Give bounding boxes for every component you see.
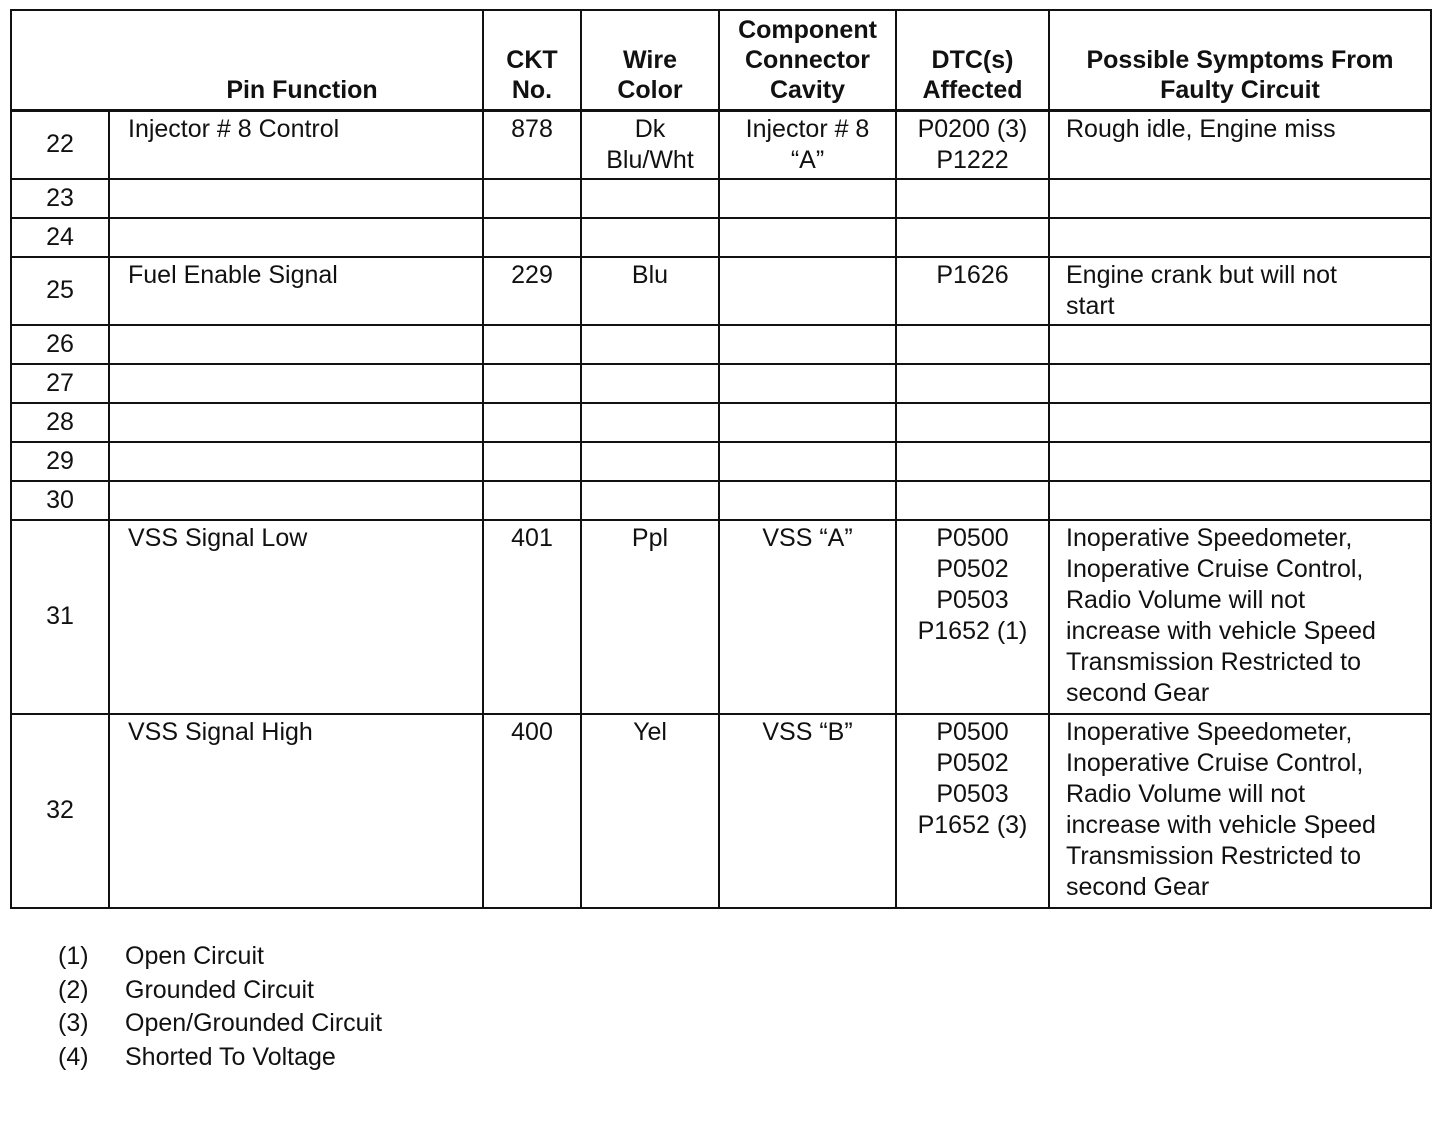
connector-cavity [719,218,896,257]
table-row [11,364,1431,403]
pin-number: 22 [11,110,109,179]
dtc-codes [896,179,1049,218]
symptoms: Rough idle, Engine miss [1049,110,1431,179]
legend-item [58,1041,382,1075]
pin-function [109,442,483,481]
wire-color: Yel [581,714,719,908]
ckt-number [483,481,581,520]
table-row [11,520,1431,714]
table-row [11,257,1431,325]
table-row [11,110,1431,179]
pin-number: 32 [11,714,109,908]
wire-color: Blu [581,257,719,325]
header-wire-color: Wire Color [581,10,719,110]
legend-number: (4) [58,1042,89,1071]
symptoms [1049,218,1431,257]
table-row [11,179,1431,218]
header-ckt-no: CKT No. [483,10,581,110]
pin-number: 24 [11,218,109,257]
table-row [11,403,1431,442]
symptoms [1049,403,1431,442]
ckt-number: 229 [483,257,581,325]
connector-cavity [719,257,896,325]
symptoms [1049,442,1431,481]
ckt-number: 878 [483,110,581,179]
wire-color: Dk Blu/Wht [581,110,719,179]
table-row [11,481,1431,520]
pin-function [109,325,483,364]
pin-number: 28 [11,403,109,442]
pin-function [109,403,483,442]
legend-text: Open/Grounded Circuit [125,1009,383,1037]
pin-number: 27 [11,364,109,403]
connector-cavity [719,403,896,442]
pin-function: Injector # 8 Control [109,110,483,179]
pin-number: 25 [11,257,109,325]
table-row [11,325,1431,364]
connector-cavity [719,325,896,364]
symptoms: Engine crank but will not start [1049,257,1431,325]
legend-item [58,1007,382,1041]
ckt-number [483,364,581,403]
legend-text: Open Circuit [125,942,264,970]
pin-function: VSS Signal Low [109,520,483,714]
wire-color [581,481,719,520]
pin-function [109,364,483,403]
ckt-number: 400 [483,714,581,908]
dtc-codes [896,481,1049,520]
header-component-cavity: Component Connector Cavity [719,10,896,110]
pin-function [109,481,483,520]
wire-color: Ppl [581,520,719,714]
connector-cavity: VSS “A” [719,520,896,714]
symptoms [1049,364,1431,403]
symptoms [1049,325,1431,364]
wire-color [581,442,719,481]
pin-number: 26 [11,325,109,364]
pin-number: 30 [11,481,109,520]
dtc-codes: P0500 P0502 P0503 P1652 (3) [896,714,1049,908]
wire-color [581,325,719,364]
ckt-number: 401 [483,520,581,714]
pin-number: 23 [11,179,109,218]
wire-color [581,403,719,442]
wire-color [581,218,719,257]
table-row [11,442,1431,481]
symptoms: Inoperative Speedometer, Inoperative Cruise Control, Radio Volume will not increase with vehicle Speed Transmission Restricted to second Gear [1049,714,1431,908]
connector-cavity [719,364,896,403]
pin-function [109,179,483,218]
dtc-codes [896,364,1049,403]
pin-number: 29 [11,442,109,481]
pin-number: 31 [11,520,109,714]
footnote-legend [58,940,382,1074]
legend-text: Grounded Circuit [125,975,314,1004]
dtc-codes [896,403,1049,442]
legend-item [58,974,382,1008]
connector-cavity: VSS “B” [719,714,896,908]
connector-cavity: Injector # 8 “A” [719,110,896,179]
header-row [11,10,1431,110]
dtc-codes: P0500 P0502 P0503 P1652 (1) [896,520,1049,714]
header-dtc-affected: DTC(s) Affected [896,10,1049,110]
dtc-codes: P0200 (3) P1222 [896,110,1049,179]
ckt-number [483,403,581,442]
wire-color [581,179,719,218]
dtc-codes: P1626 [896,257,1049,325]
ckt-number [483,442,581,481]
legend-text: Shorted To Voltage [125,1042,336,1071]
legend-item [58,940,382,974]
pin-function [109,218,483,257]
symptoms: Inoperative Speedometer, Inoperative Cruise Control, Radio Volume will not increase with vehicle Speed Transmission Restricted to second Gear [1049,520,1431,714]
dtc-codes [896,325,1049,364]
table-row [11,714,1431,908]
legend-number: (3) [58,1009,89,1037]
legend-number: (1) [58,942,89,970]
pin-function: Fuel Enable Signal [109,257,483,325]
legend-number: (2) [58,975,89,1004]
pin-function-table [10,9,1432,909]
symptoms [1049,179,1431,218]
wire-color [581,364,719,403]
ckt-number [483,179,581,218]
ckt-number [483,218,581,257]
connector-cavity [719,481,896,520]
header-symptoms: Possible Symptoms From Faulty Circuit [1049,10,1431,110]
connector-cavity [719,442,896,481]
dtc-codes [896,442,1049,481]
pin-function: VSS Signal High [109,714,483,908]
dtc-codes [896,218,1049,257]
connector-cavity [719,179,896,218]
ckt-number [483,325,581,364]
header-pin-function: Pin Function [11,10,483,110]
symptoms [1049,481,1431,520]
table-row [11,218,1431,257]
